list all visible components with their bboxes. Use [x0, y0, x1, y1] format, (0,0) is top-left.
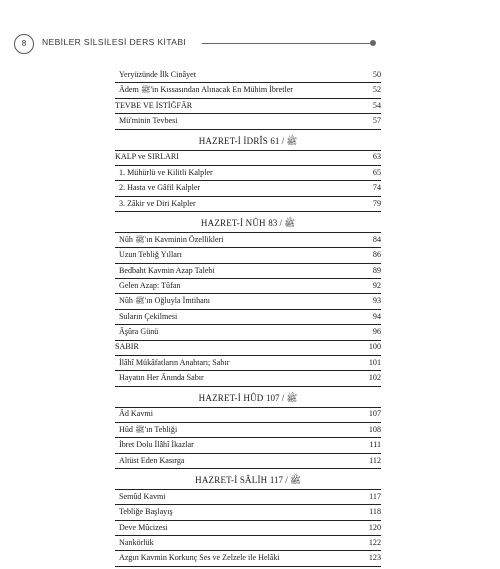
toc-entry-page: 63	[372, 152, 381, 162]
toc-entry-title: Âşûra Günü	[119, 327, 159, 337]
toc-rule	[115, 263, 381, 264]
toc-entry	[115, 266, 381, 277]
toc-rule	[115, 232, 381, 233]
toc-entry-title: Gelen Azap: Tûfan	[119, 280, 181, 290]
toc-rule	[115, 550, 381, 551]
toc-entry-page: 92	[372, 280, 381, 290]
toc-entry	[115, 507, 381, 518]
toc-entry-title: Hûd ﷺ'ın Tebliği	[119, 424, 178, 434]
toc-entry-title: Hayatın Her Ânında Sabır	[119, 373, 204, 383]
toc-rule	[115, 422, 381, 423]
toc-entry-title: SABIR	[115, 342, 139, 352]
page-header	[14, 34, 374, 54]
toc-entry-title: 1. Mühürlü ve Kilitli Kalpler	[119, 167, 213, 177]
toc-entry-title: İlâhî Mükâfatların Anahtarı; Sabır	[119, 357, 230, 367]
toc-entry-title: Âd Kavmi	[119, 409, 153, 419]
toc-entry-title: Azgın Kavmin Korkunç Ses ve Zelzele ile Helâki	[119, 553, 280, 563]
toc-entry	[115, 183, 381, 194]
toc-rule	[115, 293, 381, 294]
toc-entry-title: Semûd Kavmi	[119, 491, 166, 501]
page-number: 8	[14, 34, 34, 54]
toc-entry-title: Uzun Tebliğ Yılları	[119, 250, 182, 260]
toc-entry	[115, 168, 381, 179]
toc-entry-page: 93	[372, 296, 381, 306]
chapter-heading: HAZRET-İ NÛH ﷺ / 83	[200, 218, 296, 228]
toc-entry-page: 74	[372, 183, 381, 193]
toc-entry-page: 102	[368, 373, 381, 383]
toc-entry-title: Suların Çekilmesi	[119, 311, 178, 321]
toc-entry-title: Altüst Eden Kasırga	[119, 455, 185, 465]
toc-entry-page: 112	[369, 455, 381, 465]
toc-rule	[115, 165, 381, 166]
toc-entry-page: 96	[372, 327, 381, 337]
toc-entry	[115, 281, 381, 292]
toc-entry-title: Tebliğe Başlayış	[119, 507, 173, 517]
toc-entry-title: 3. Zâkir ve Diri Kalpler	[119, 198, 196, 208]
toc-entry-page: 54	[372, 100, 381, 110]
header-dot	[370, 40, 376, 46]
toc-entry-page: 118	[369, 507, 381, 517]
toc-entry	[115, 199, 381, 210]
toc-entry-page: 120	[368, 522, 381, 532]
toc-entry-title: TEVBE VE İSTİĞFÂR	[115, 100, 193, 110]
header-rule	[202, 43, 372, 44]
toc-entry-page: 107	[368, 409, 381, 419]
toc-entry	[115, 409, 381, 420]
toc-rule	[115, 150, 381, 151]
toc-entry-title: Yeryüzünde İlk Cinâyet	[119, 70, 196, 79]
toc-entry-page: 111	[369, 440, 381, 450]
toc-entry	[115, 538, 381, 549]
toc-entry	[115, 523, 381, 534]
toc-rule	[115, 82, 381, 83]
toc-entry	[115, 152, 381, 163]
chapter-heading: HAZRET-İ SÂLİH ﷺ / 117	[195, 475, 301, 486]
toc-entry-title: Nûh ﷺ'ın Kavminin Özellikleri	[119, 234, 224, 244]
toc-entry	[115, 553, 381, 564]
toc-entry-page: 100	[368, 342, 381, 352]
toc-entry-page: 101	[368, 357, 381, 367]
toc-rule	[115, 437, 381, 438]
toc-entry-page: 50	[372, 70, 381, 79]
toc-entry-title: Nûh ﷺ'ın Oğluyla İmtihanı	[119, 296, 211, 306]
toc-entry	[115, 440, 381, 451]
toc-rule	[115, 504, 381, 505]
toc-rule	[115, 247, 381, 248]
chapter-heading: HAZRET-İ İDRÎS ﷺ / 61	[198, 135, 298, 146]
toc-rule	[115, 129, 381, 130]
toc-entry	[115, 235, 381, 246]
toc-rule	[115, 535, 381, 536]
toc-entry-page: 57	[372, 116, 381, 126]
toc-entry	[115, 116, 381, 127]
toc-entry-title: Mü'minin Tevbesi	[119, 116, 178, 126]
toc-entry	[115, 425, 381, 436]
chapter-heading: HAZRET-İ HÛD ﷺ / 107	[198, 392, 298, 403]
toc-rule	[115, 386, 381, 387]
toc-rule	[115, 340, 381, 341]
table-of-contents	[115, 70, 381, 569]
toc-entry	[115, 373, 381, 384]
toc-entry-page: 52	[372, 85, 381, 95]
toc-entry-title: Âdem ﷺ'in Kıssasından Alınacak En Mühim İbretler	[119, 85, 293, 95]
toc-rule	[115, 196, 381, 197]
toc-entry-page: 86	[372, 250, 381, 260]
toc-rule	[115, 520, 381, 521]
toc-rule	[115, 407, 381, 408]
toc-rule	[115, 453, 381, 454]
toc-rule	[115, 211, 381, 212]
toc-rule	[115, 324, 381, 325]
toc-entry-page: 65	[372, 167, 381, 177]
toc-entry	[115, 296, 381, 307]
toc-entry	[115, 250, 381, 261]
toc-rule	[115, 566, 381, 567]
toc-rule	[115, 180, 381, 181]
toc-entry	[115, 342, 381, 353]
toc-entry-page: 123	[368, 553, 381, 563]
toc-entry-page: 108	[368, 424, 381, 434]
toc-entry-page: 79	[372, 198, 381, 208]
toc-entry-page: 117	[369, 491, 381, 501]
toc-rule	[115, 113, 381, 114]
toc-entry-title: KALP ve SIRLARI	[115, 152, 179, 162]
toc-rule	[115, 98, 381, 99]
toc-entry-title: İbret Dolu İlâhî İkazlar	[119, 440, 194, 450]
toc-entry-title: 2. Hasta ve Gâfil Kalpler	[119, 183, 201, 193]
toc-rule	[115, 489, 381, 490]
toc-entry	[115, 327, 381, 338]
toc-entry	[115, 312, 381, 323]
toc-rule	[115, 278, 381, 279]
toc-entry-title: Deve Mûcizesi	[119, 522, 168, 532]
toc-entry	[115, 456, 381, 467]
toc-entry	[115, 492, 381, 503]
running-title: NEBİLER SİLSİLESİ DERS KİTABI	[42, 37, 187, 47]
toc-entry	[115, 85, 381, 96]
toc-entry	[115, 101, 381, 112]
toc-entry-title: Nankörlük	[119, 537, 154, 547]
toc-entry-page: 84	[372, 234, 381, 244]
toc-entry	[115, 70, 381, 81]
toc-entry	[115, 358, 381, 369]
toc-entry-page: 94	[372, 311, 381, 321]
toc-entry-title: Bedbaht Kavmin Azap Talebi	[119, 265, 215, 275]
toc-rule	[115, 370, 381, 371]
toc-entry-page: 89	[372, 265, 381, 275]
toc-rule	[115, 309, 381, 310]
toc-rule	[115, 468, 381, 469]
toc-entry-page: 122	[368, 537, 381, 547]
toc-rule	[115, 355, 381, 356]
